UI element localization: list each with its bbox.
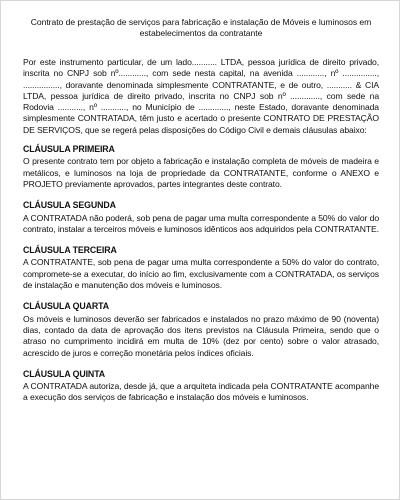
clause-heading: CLÁUSULA TERCEIRA: [23, 245, 117, 256]
clause-quinta: [23, 369, 379, 404]
clause-text: A CONTRATADA não poderá, sob pena de pagar uma multa correspondente a 50% do valor do contrato, instalar a terceiros móveis e luminosos idênticos aos adquiridos pela CONTRATANTE.: [23, 212, 379, 234]
clause-heading: CLÁUSULA QUARTA: [23, 301, 109, 312]
clause-text: A CONTRATANTE, sob pena de pagar uma multa correspondente a 50% do valor do contrato, compromete-se a executar, do início ao fim, exclusivamente com a CONTRATADA, os serviços de instalação e manutenção dos móveis e luminosos.: [23, 257, 379, 291]
clause-heading: CLÁUSULA QUINTA: [23, 368, 106, 379]
clause-heading: CLÁUSULA SEGUNDA: [23, 200, 116, 211]
clause-text: O presente contrato tem por objeto a fabricação e instalação completa de móveis de madeira e metálicos, e luminosos na loja de propriedade da CONTRATANTE, conforme o ANEXO e PROJETO previamente aprovados, partes integrantes deste contrato.: [23, 156, 379, 189]
clause-primeira: [23, 144, 379, 190]
clause-text: Os móveis e luminosos deverão ser fabricados e instalados no prazo máximo de 90 (noventa) dias, contado da data de aprovação dos itens previstos na Cláusula Primeira, sendo que o atraso no cumprimento incidirá em multa de 10% (dez por cento) sobre o valor atrasado, acrescido de juros e correção monetária pelos índices oficiais.: [23, 313, 379, 358]
clause-segunda: [23, 200, 379, 235]
document-title: Contrato de prestação de serviços para fabricação e instalação de Móveis e luminosos em estabelecimentos da contratante: [30, 17, 372, 38]
clause-text: A CONTRATADA autoriza, desde já, que a arquiteta indicada pela CONTRATANTE acompanhe a execução dos serviços de fabricação e instalação dos móveis e luminosos.: [23, 381, 379, 403]
document-body: [23, 57, 379, 414]
clause-heading: CLÁUSULA PRIMEIRA: [23, 144, 115, 155]
intro-paragraph: Por este instrumento particular, de um lado........... LTDA, pessoa jurídica de direito privado, inscrita no CNPJ sob nº............, com sede nesta capital, na avenida ............, nº ..............., ................, doravante denominada simplesmente CONTRATANTE, e de outro, ........... & CIA LTDA, pessoa jurídica de direito privado, inscrita no CNPJ sob nº ............., com sede na Rodovia ..........., nº ..........., no Município de ............., neste Estado, doravante denominada simplesmente CONTRATADA, têm justo e acertado o presente CONTRATO DE PRESTAÇÃO DE SERVIÇOS, que se regerá pelas disposições do Código Civil e demais cláusulas abaixo:: [23, 57, 379, 135]
clause-quarta: [23, 301, 379, 358]
clause-terceira: [23, 245, 379, 291]
